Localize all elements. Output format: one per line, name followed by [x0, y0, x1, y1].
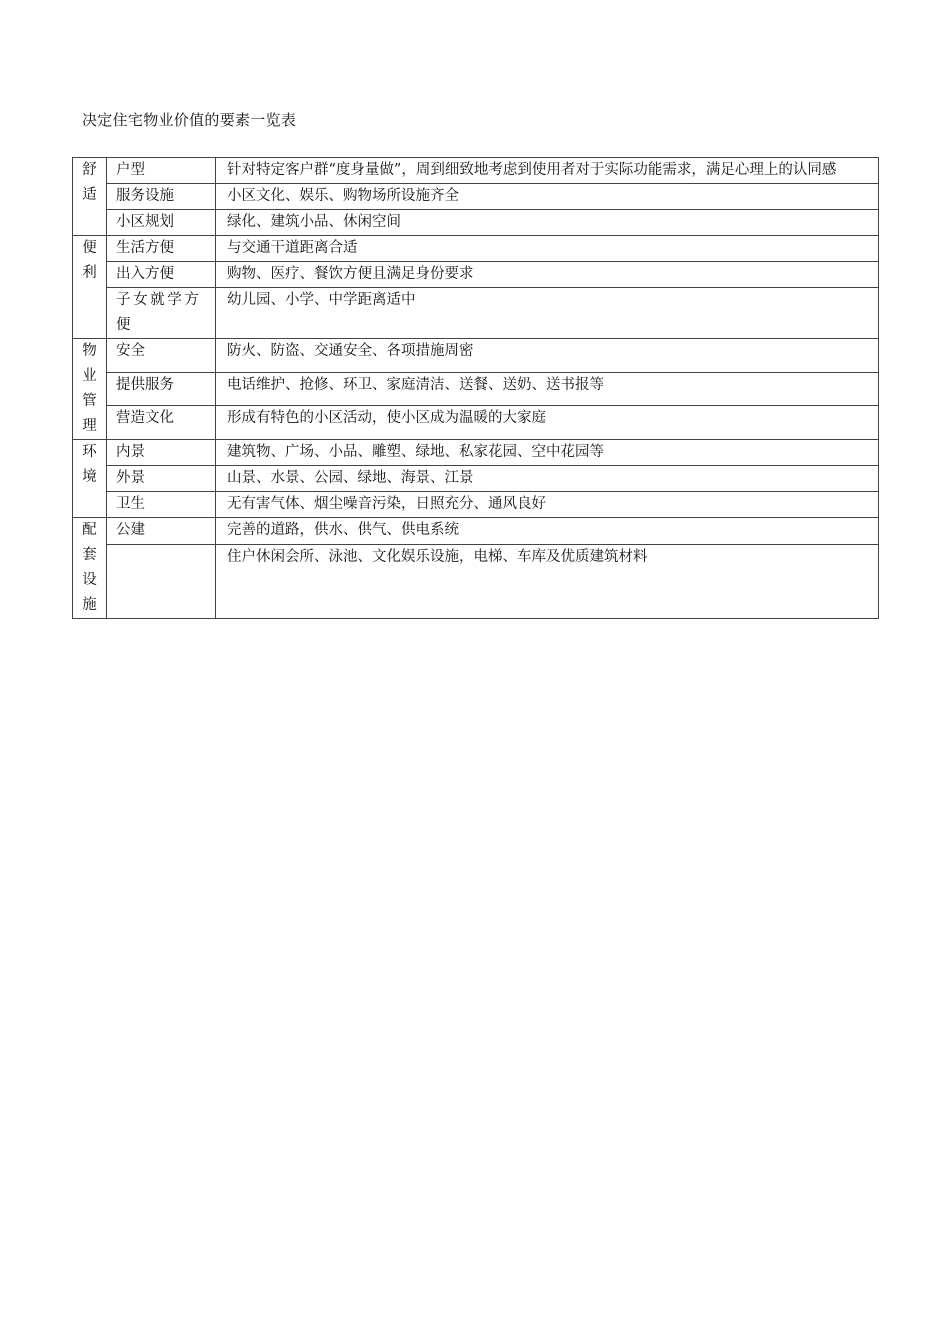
item-cell: 外景: [107, 466, 216, 492]
description-cell: 购物、医疗、餐饮方便且满足身份要求: [216, 262, 879, 288]
item-cell: 户型: [107, 158, 216, 184]
value-factors-table: [72, 157, 879, 619]
item-cell: 出入方便: [107, 262, 216, 288]
table-row: [73, 492, 879, 518]
item-cell: 生活方便: [107, 236, 216, 262]
table-row: [73, 158, 879, 184]
item-cell: 营造文化: [107, 406, 216, 440]
table-row: [73, 339, 879, 373]
document-title: 决定住宅物业价值的要素一览表: [82, 111, 297, 129]
description-cell: 建筑物、广场、小品、雕塑、绿地、私家花园、空中花园等: [216, 440, 879, 466]
description-cell: 小区文化、娱乐、购物场所设施齐全: [216, 184, 879, 210]
item-cell: 提供服务: [107, 372, 216, 406]
item-cell: 安全: [107, 339, 216, 373]
description-cell: 完善的道路，供水、供气、供电系统: [216, 518, 879, 545]
category-cell: 物业管理: [73, 339, 107, 440]
description-cell: 住户休闲会所、泳池、文化娱乐设施，电梯、车库及优质建筑材料: [216, 545, 879, 619]
item-cell: 卫生: [107, 492, 216, 518]
table-row: [73, 210, 879, 236]
table-row: [73, 440, 879, 466]
item-cell: 小区规划: [107, 210, 216, 236]
table-row: [73, 262, 879, 288]
table-row: [73, 545, 879, 619]
description-cell: 电话维护、抢修、环卫、家庭清洁、送餐、送奶、送书报等: [216, 372, 879, 406]
item-cell: 服务设施: [107, 184, 216, 210]
description-cell: 与交通干道距离合适: [216, 236, 879, 262]
table-row: [73, 236, 879, 262]
description-cell: 针对特定客户群“度身量做”，周到细致地考虑到使用者对于实际功能需求，满足心理上的认同感: [216, 158, 879, 184]
table-row: [73, 288, 879, 339]
category-cell: 舒适: [73, 158, 107, 236]
description-cell: 形成有特色的小区活动，使小区成为温暖的大家庭: [216, 406, 879, 440]
table-row: [73, 372, 879, 406]
table-row: [73, 518, 879, 545]
table-row: [73, 184, 879, 210]
description-cell: 绿化、建筑小品、休闲空间: [216, 210, 879, 236]
table-row: [73, 406, 879, 440]
category-cell: 环境: [73, 440, 107, 518]
table-row: [73, 466, 879, 492]
category-cell: 配套设施: [73, 518, 107, 619]
description-cell: 幼儿园、小学、中学距离适中: [216, 288, 879, 339]
item-cell: 内景: [107, 440, 216, 466]
item-cell: 子女就学方便: [107, 288, 216, 339]
description-cell: 防火、防盗、交通安全、各项措施周密: [216, 339, 879, 373]
item-cell: [107, 545, 216, 619]
category-cell: 便利: [73, 236, 107, 339]
description-cell: 山景、水景、公园、绿地、海景、江景: [216, 466, 879, 492]
item-cell: 公建: [107, 518, 216, 545]
description-cell: 无有害气体、烟尘噪音污染，日照充分、通风良好: [216, 492, 879, 518]
